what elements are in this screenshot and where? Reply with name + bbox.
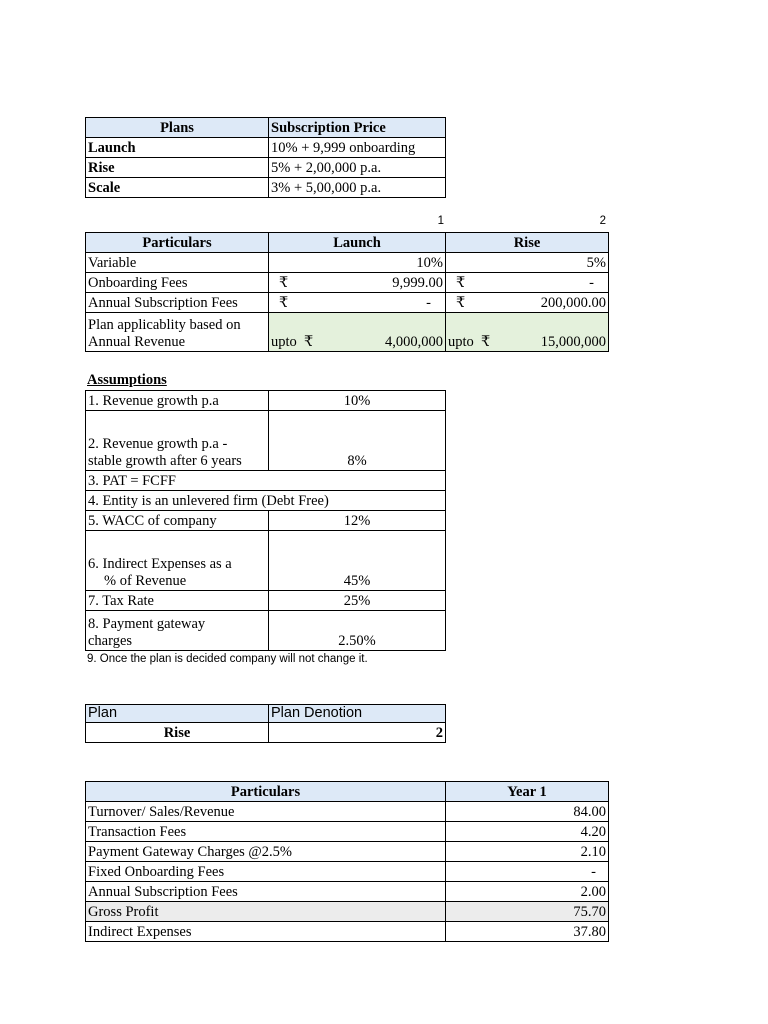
pnl-row-value[interactable]: 2.10 [446, 842, 609, 862]
pnl-particulars-header[interactable]: Particulars [86, 782, 446, 802]
rupee-icon: ₹ [279, 275, 289, 291]
assumptions-table [85, 390, 446, 651]
gross-profit-label[interactable]: Gross Profit [86, 902, 446, 922]
applicability-label[interactable] [86, 313, 269, 352]
onboarding-label[interactable]: Onboarding Fees [86, 273, 269, 293]
assumptions-title: Assumptions [87, 372, 167, 388]
plan-denotion-cell[interactable]: 2 [269, 723, 446, 743]
assumption-label[interactable]: 4. Entity is an unlevered firm (Debt Free) [86, 491, 446, 511]
assumption-label[interactable]: 7. Tax Rate [86, 591, 269, 611]
assumption-label[interactable]: 3. PAT = FCFF [86, 471, 446, 491]
plan-header[interactable]: Plan [86, 705, 269, 723]
assumption-label-line2: % of Revenue [104, 573, 187, 589]
upto-prefix: upto [448, 334, 474, 350]
rupee-icon: ₹ [279, 295, 289, 311]
annual-rise-value: 200,000.00 [540, 295, 606, 311]
pnl-row-label[interactable]: Fixed Onboarding Fees [86, 862, 446, 882]
plan-name-cell[interactable]: Launch [86, 138, 269, 158]
pnl-row-value[interactable]: 2.00 [446, 882, 609, 902]
assumption-value[interactable]: 2.50% [269, 611, 446, 651]
assumption-label-line2: stable growth after 6 years [88, 453, 242, 469]
assumption-value[interactable]: 8% [269, 411, 446, 471]
assumption-label[interactable]: 5. WACC of company [86, 511, 269, 531]
rupee-icon: ₹ [304, 334, 314, 350]
assumption-label-line1: 2. Revenue growth p.a - [88, 436, 228, 452]
plan-comparison-table [85, 232, 609, 352]
plan-name-cell[interactable]: Rise [86, 158, 269, 178]
variable-label[interactable]: Variable [86, 253, 269, 273]
applicability-label-line2: Annual Revenue [88, 334, 186, 350]
assumption-value[interactable]: 45% [269, 531, 446, 591]
variable-launch-value[interactable]: 10% [269, 253, 446, 273]
onboarding-launch-cell[interactable] [269, 273, 446, 293]
pnl-row-label[interactable]: Indirect Expenses [86, 922, 446, 942]
plan-price-cell[interactable]: 3% + 5,00,000 p.a. [269, 178, 446, 198]
assumption-note: 9. Once the plan is decided company will not change it. [87, 653, 368, 665]
plan-price-cell[interactable]: 10% + 9,999 onboarding [269, 138, 446, 158]
annual-rise-cell[interactable] [446, 293, 609, 313]
pnl-row-label[interactable]: Turnover/ Sales/Revenue [86, 802, 446, 822]
annual-launch-cell[interactable] [269, 293, 446, 313]
pnl-row-value[interactable]: 84.00 [446, 802, 609, 822]
applicability-rise-cell[interactable] [446, 313, 609, 352]
rupee-icon: ₹ [456, 275, 466, 291]
onboarding-rise-value: - [589, 275, 594, 291]
applicability-launch-cell[interactable] [269, 313, 446, 352]
plan-name-cell[interactable]: Scale [86, 178, 269, 198]
column-number-2: 2 [599, 215, 606, 227]
gross-profit-value[interactable]: 75.70 [446, 902, 609, 922]
applicability-launch-value: 4,000,000 [385, 334, 443, 350]
pnl-row-label[interactable]: Annual Subscription Fees [86, 882, 446, 902]
column-number-1: 1 [437, 215, 444, 227]
plan-denotion-header[interactable]: Plan Denotion [269, 705, 446, 723]
plans-table [85, 117, 446, 198]
pnl-row-label[interactable]: Transaction Fees [86, 822, 446, 842]
rupee-icon: ₹ [456, 295, 466, 311]
assumption-label-line2: charges [88, 633, 133, 649]
pnl-row-value[interactable]: - [446, 862, 609, 882]
launch-header[interactable]: Launch [269, 233, 446, 253]
subscription-price-header[interactable]: Subscription Price [269, 118, 446, 138]
annual-fees-label[interactable]: Annual Subscription Fees [86, 293, 269, 313]
assumption-label-line1: 6. Indirect Expenses as a [88, 556, 232, 572]
pnl-row-value[interactable]: 4.20 [446, 822, 609, 842]
selected-plan-cell[interactable]: Rise [86, 723, 269, 743]
assumption-label[interactable] [86, 411, 269, 471]
onboarding-rise-cell[interactable] [446, 273, 609, 293]
annual-launch-value: - [426, 295, 431, 311]
particulars-header[interactable]: Particulars [86, 233, 269, 253]
plan-selection-table [85, 704, 446, 743]
upto-prefix: upto [271, 334, 297, 350]
assumption-label[interactable]: 1. Revenue growth p.a [86, 391, 269, 411]
rupee-icon: ₹ [481, 334, 491, 350]
plans-header[interactable]: Plans [86, 118, 269, 138]
assumption-value[interactable]: 12% [269, 511, 446, 531]
onboarding-launch-value: 9,999.00 [392, 275, 443, 291]
assumption-label[interactable] [86, 531, 269, 591]
assumption-label-line1: 8. Payment gateway [88, 616, 206, 632]
year1-header[interactable]: Year 1 [446, 782, 609, 802]
pnl-table [85, 781, 609, 942]
assumption-label[interactable] [86, 611, 269, 651]
pnl-row-label[interactable]: Payment Gateway Charges @2.5% [86, 842, 446, 862]
applicability-label-line1: Plan applicablity based on [88, 317, 241, 333]
plan-price-cell[interactable]: 5% + 2,00,000 p.a. [269, 158, 446, 178]
rise-header[interactable]: Rise [446, 233, 609, 253]
pnl-row-value[interactable]: 37.80 [446, 922, 609, 942]
variable-rise-value[interactable]: 5% [446, 253, 609, 273]
assumption-value[interactable]: 25% [269, 591, 446, 611]
applicability-rise-value: 15,000,000 [540, 334, 606, 350]
assumption-value[interactable]: 10% [269, 391, 446, 411]
